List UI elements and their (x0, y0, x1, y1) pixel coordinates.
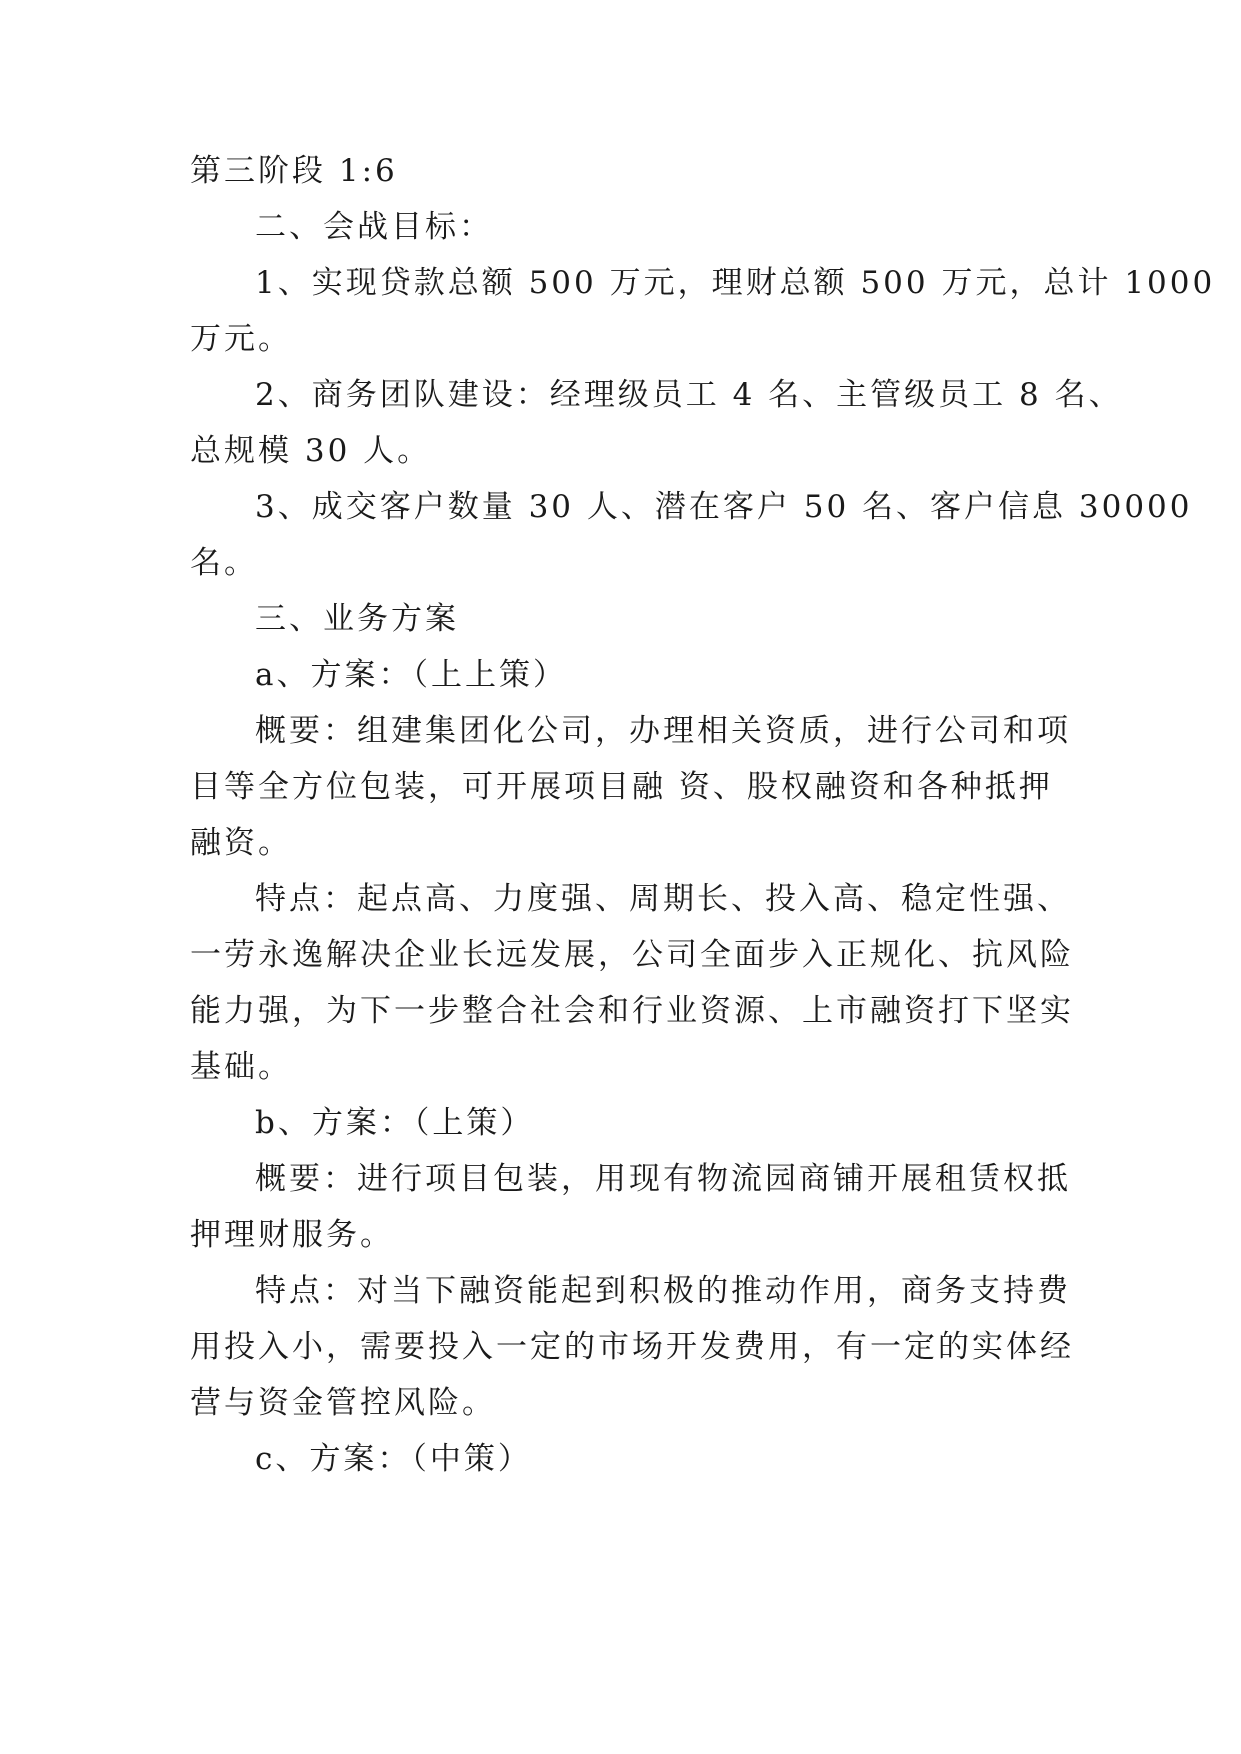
section-heading-battle-goals: 二、会战目标： (255, 209, 493, 245)
plan-c-heading: c、方案：（中策） (255, 1441, 532, 1477)
plan-b-summary-line-1: 概要：进行项目包装，用现有物流园商铺开展租赁权抵 (255, 1161, 1071, 1197)
plan-a-summary-line-2: 目等全方位包装，可开展项目融 资、股权融资和各种抵押 (190, 769, 1053, 805)
plan-b-heading: b、方案：（上策） (255, 1105, 535, 1141)
goal-2-line-2: 总规模 30 人。 (190, 433, 432, 469)
goal-2-line-1: 2、商务团队建设：经理级员工 4 名、主管级员工 8 名、 (255, 377, 1123, 413)
plan-a-features-line-3: 能力强，为下一步整合社会和行业资源、上市融资打下坚实 (190, 993, 1074, 1029)
plan-a-features-line-2: 一劳永逸解决企业长远发展，公司全面步入正规化、抗风险 (190, 937, 1074, 973)
goal-3-line-1: 3、成交客户数量 30 人、潜在客户 50 名、客户信息 30000 (255, 489, 1193, 525)
plan-b-features-line-3: 营与资金管控风险。 (190, 1385, 496, 1421)
plan-b-summary-line-2: 押理财服务。 (190, 1217, 394, 1253)
stage-ratio-line: 第三阶段 1:6 (190, 153, 398, 189)
plan-b-features-line-2: 用投入小，需要投入一定的市场开发费用，有一定的实体经 (190, 1329, 1074, 1365)
goal-3-line-2: 名。 (190, 545, 258, 581)
plan-b-features-line-1: 特点：对当下融资能起到积极的推动作用，商务支持费 (255, 1273, 1071, 1309)
plan-a-heading: a、方案：（上上策） (255, 657, 567, 693)
goal-1-line-2: 万元。 (190, 321, 292, 357)
plan-a-features-line-1: 特点：起点高、力度强、周期长、投入高、稳定性强、 (255, 881, 1071, 917)
goal-1-line-1: 1、实现贷款总额 500 万元，理财总额 500 万元，总计 1000 (255, 265, 1216, 301)
plan-a-summary-line-3: 融资。 (190, 825, 292, 861)
plan-a-summary-line-1: 概要：组建集团化公司，办理相关资质，进行公司和项 (255, 713, 1071, 749)
plan-a-features-line-4: 基础。 (190, 1049, 292, 1085)
section-heading-business-plan: 三、业务方案 (255, 601, 459, 637)
